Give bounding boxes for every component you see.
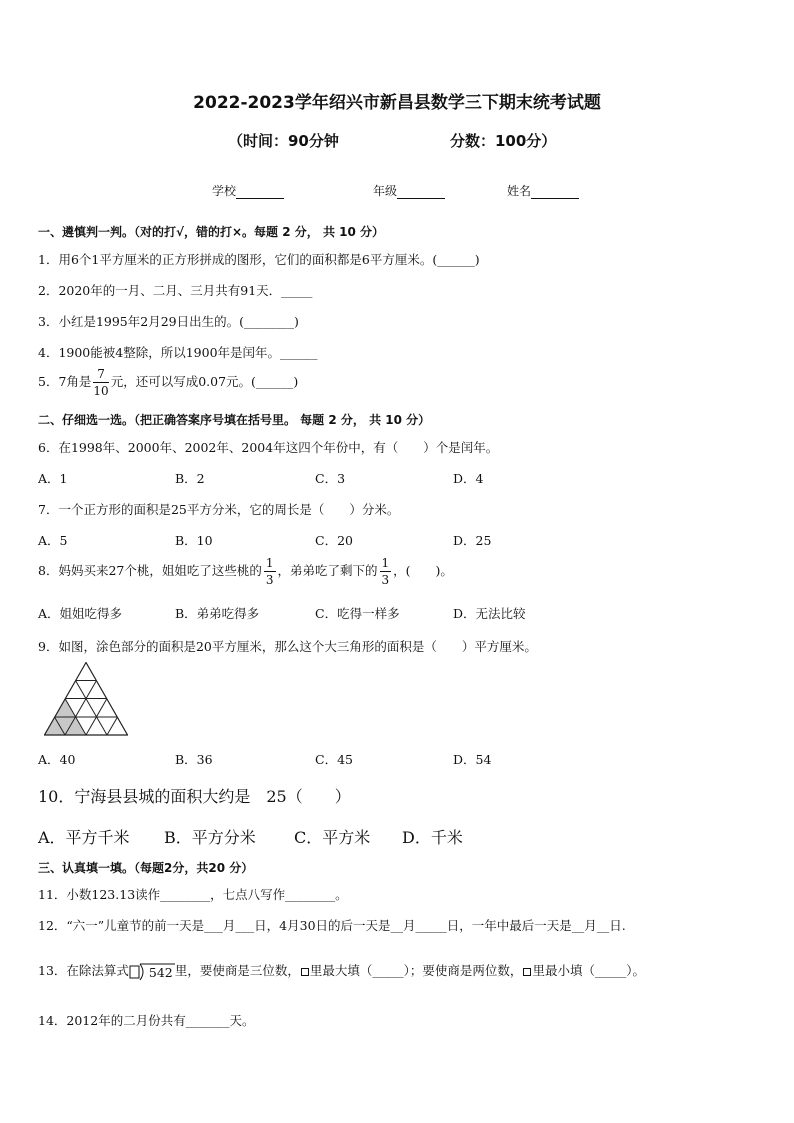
q7-option-a[interactable]: A．5 <box>38 533 68 548</box>
question-8 <box>38 557 453 586</box>
q10-option-b[interactable]: B．平方分米 <box>164 828 256 847</box>
section1-heading: 一、遴慎判一判。（对的打√，错的打×。每题 2 分， 共 10 分） <box>38 225 384 239</box>
question-2: 2．2020年的一月、二月、三月共有91天．_____ <box>38 283 313 298</box>
q5-numerator: 7 <box>93 368 108 383</box>
q8-denominator-1: 3 <box>265 573 274 587</box>
question-4: 4．1900能被4整除，所以1900年是闰年。______ <box>38 345 318 360</box>
question-6: 6．在1998年、2000年、2002年、2004年这四个年份中，有（ ）个是闰年。 <box>38 440 499 455</box>
name-field[interactable] <box>507 182 579 199</box>
q8-option-d[interactable]: D．无法比较 <box>453 606 526 621</box>
q8-numerator-2: 1 <box>381 556 390 570</box>
q8-fraction-2 <box>380 557 392 586</box>
school-blank[interactable] <box>236 186 284 199</box>
q10-option-d[interactable]: D．千米 <box>402 828 463 847</box>
question-14: 14．2012年的二月份共有_______天。 <box>38 1013 255 1028</box>
blank-square-icon <box>301 968 309 976</box>
q8-option-c[interactable]: C．吃得一样多 <box>315 606 400 621</box>
q6-option-d[interactable]: D．4 <box>453 471 484 486</box>
time-label: （时间：90分钟 <box>228 132 339 150</box>
school-field[interactable] <box>212 182 284 199</box>
question-13 <box>38 961 645 981</box>
grade-label: 年级 <box>373 184 398 198</box>
q13-text-mid3: 里最小填（_____）。 <box>532 963 645 978</box>
q13-text-mid1: 里，要使商是三位数， <box>174 963 300 978</box>
shaded-triangle-1 <box>55 699 76 718</box>
q5-fraction <box>93 368 108 397</box>
q10-option-c[interactable]: C．平方米 <box>294 828 371 847</box>
q13-dividend: 542 <box>148 964 173 980</box>
q8-option-a[interactable]: A．姐姐吃得多 <box>38 606 123 621</box>
question-12: 12．“六一”儿童节的前一天是___月___日，4月30日的后一天是__月_____日，一年中最后一天是__月__日. <box>38 918 626 933</box>
q9-option-c[interactable]: C．45 <box>315 752 353 767</box>
q8-text-post: ，( )。 <box>393 563 453 578</box>
question-3: 3．小红是1995年2月29日出生的。(________) <box>38 314 299 329</box>
q7-option-d[interactable]: D．25 <box>453 533 492 548</box>
q9-option-a[interactable]: A．40 <box>38 752 76 767</box>
q6-option-b[interactable]: B．2 <box>175 471 205 486</box>
long-division-symbol <box>129 963 175 981</box>
question-11: 11．小数123.13读作________，七点八写作________。 <box>38 887 348 902</box>
q6-option-c[interactable]: C．3 <box>315 471 346 486</box>
q8-text-pre: 8．妈妈买来27个桃，姐姐吃了这些桃的 <box>38 563 262 578</box>
q8-option-b[interactable]: B．弟弟吃得多 <box>175 606 260 621</box>
grade-blank[interactable] <box>397 186 445 199</box>
q13-text-pre: 13．在除法算式 <box>38 963 129 978</box>
q9-option-d[interactable]: D．54 <box>453 752 492 767</box>
question-10: 10．宁海县县城的面积大约是 25（ ） <box>38 787 351 806</box>
q6-option-a[interactable]: A．1 <box>38 471 68 486</box>
page-title: 2022-2023学年绍兴市新昌县数学三下期末统考试题 <box>193 93 601 113</box>
question-5 <box>38 368 298 397</box>
name-label: 姓名 <box>507 184 532 198</box>
score-label: 分数：100分） <box>450 132 557 150</box>
q13-text-mid2: 里最大填（_____）；要使商是两位数， <box>309 963 523 978</box>
q10-option-a[interactable]: A．平方千米 <box>38 828 130 847</box>
triangle-figure <box>44 662 128 736</box>
question-1: 1．用6个1平方厘米的正方形拼成的图形，它们的面积都是6平方厘米。(______) <box>38 252 480 267</box>
q7-option-c[interactable]: C．20 <box>315 533 353 548</box>
q5-text-pre: 5．7角是 <box>38 374 92 389</box>
grid-line <box>107 717 118 735</box>
q8-numerator-1: 1 <box>265 556 274 570</box>
blank-square-icon <box>523 968 531 976</box>
q7-option-b[interactable]: B．10 <box>175 533 213 548</box>
name-blank[interactable] <box>531 186 579 199</box>
q8-text-mid: ，弟弟吃了剩下的 <box>277 563 378 578</box>
q5-denominator: 10 <box>93 384 109 398</box>
q5-text-post: 元，还可以写成0.07元。(______) <box>110 374 299 389</box>
section2-heading: 二、仔细选一选。（把正确答案序号填在括号里。 每题 2 分， 共 10 分） <box>38 413 431 427</box>
q9-option-b[interactable]: B．36 <box>175 752 213 767</box>
school-label: 学校 <box>212 184 237 198</box>
grade-field[interactable] <box>373 182 445 199</box>
q8-denominator-2: 3 <box>381 573 390 587</box>
q8-fraction-1 <box>264 557 276 586</box>
question-7: 7．一个正方形的面积是25平方分米，它的周长是（ ）分米。 <box>38 502 400 517</box>
section3-heading: 三、认真填一填。（每题2分，共20 分） <box>38 861 254 875</box>
question-9: 9．如图，涂色部分的面积是20平方厘米，那么这个大三角形的面积是（ ）平方厘米。 <box>38 639 537 654</box>
